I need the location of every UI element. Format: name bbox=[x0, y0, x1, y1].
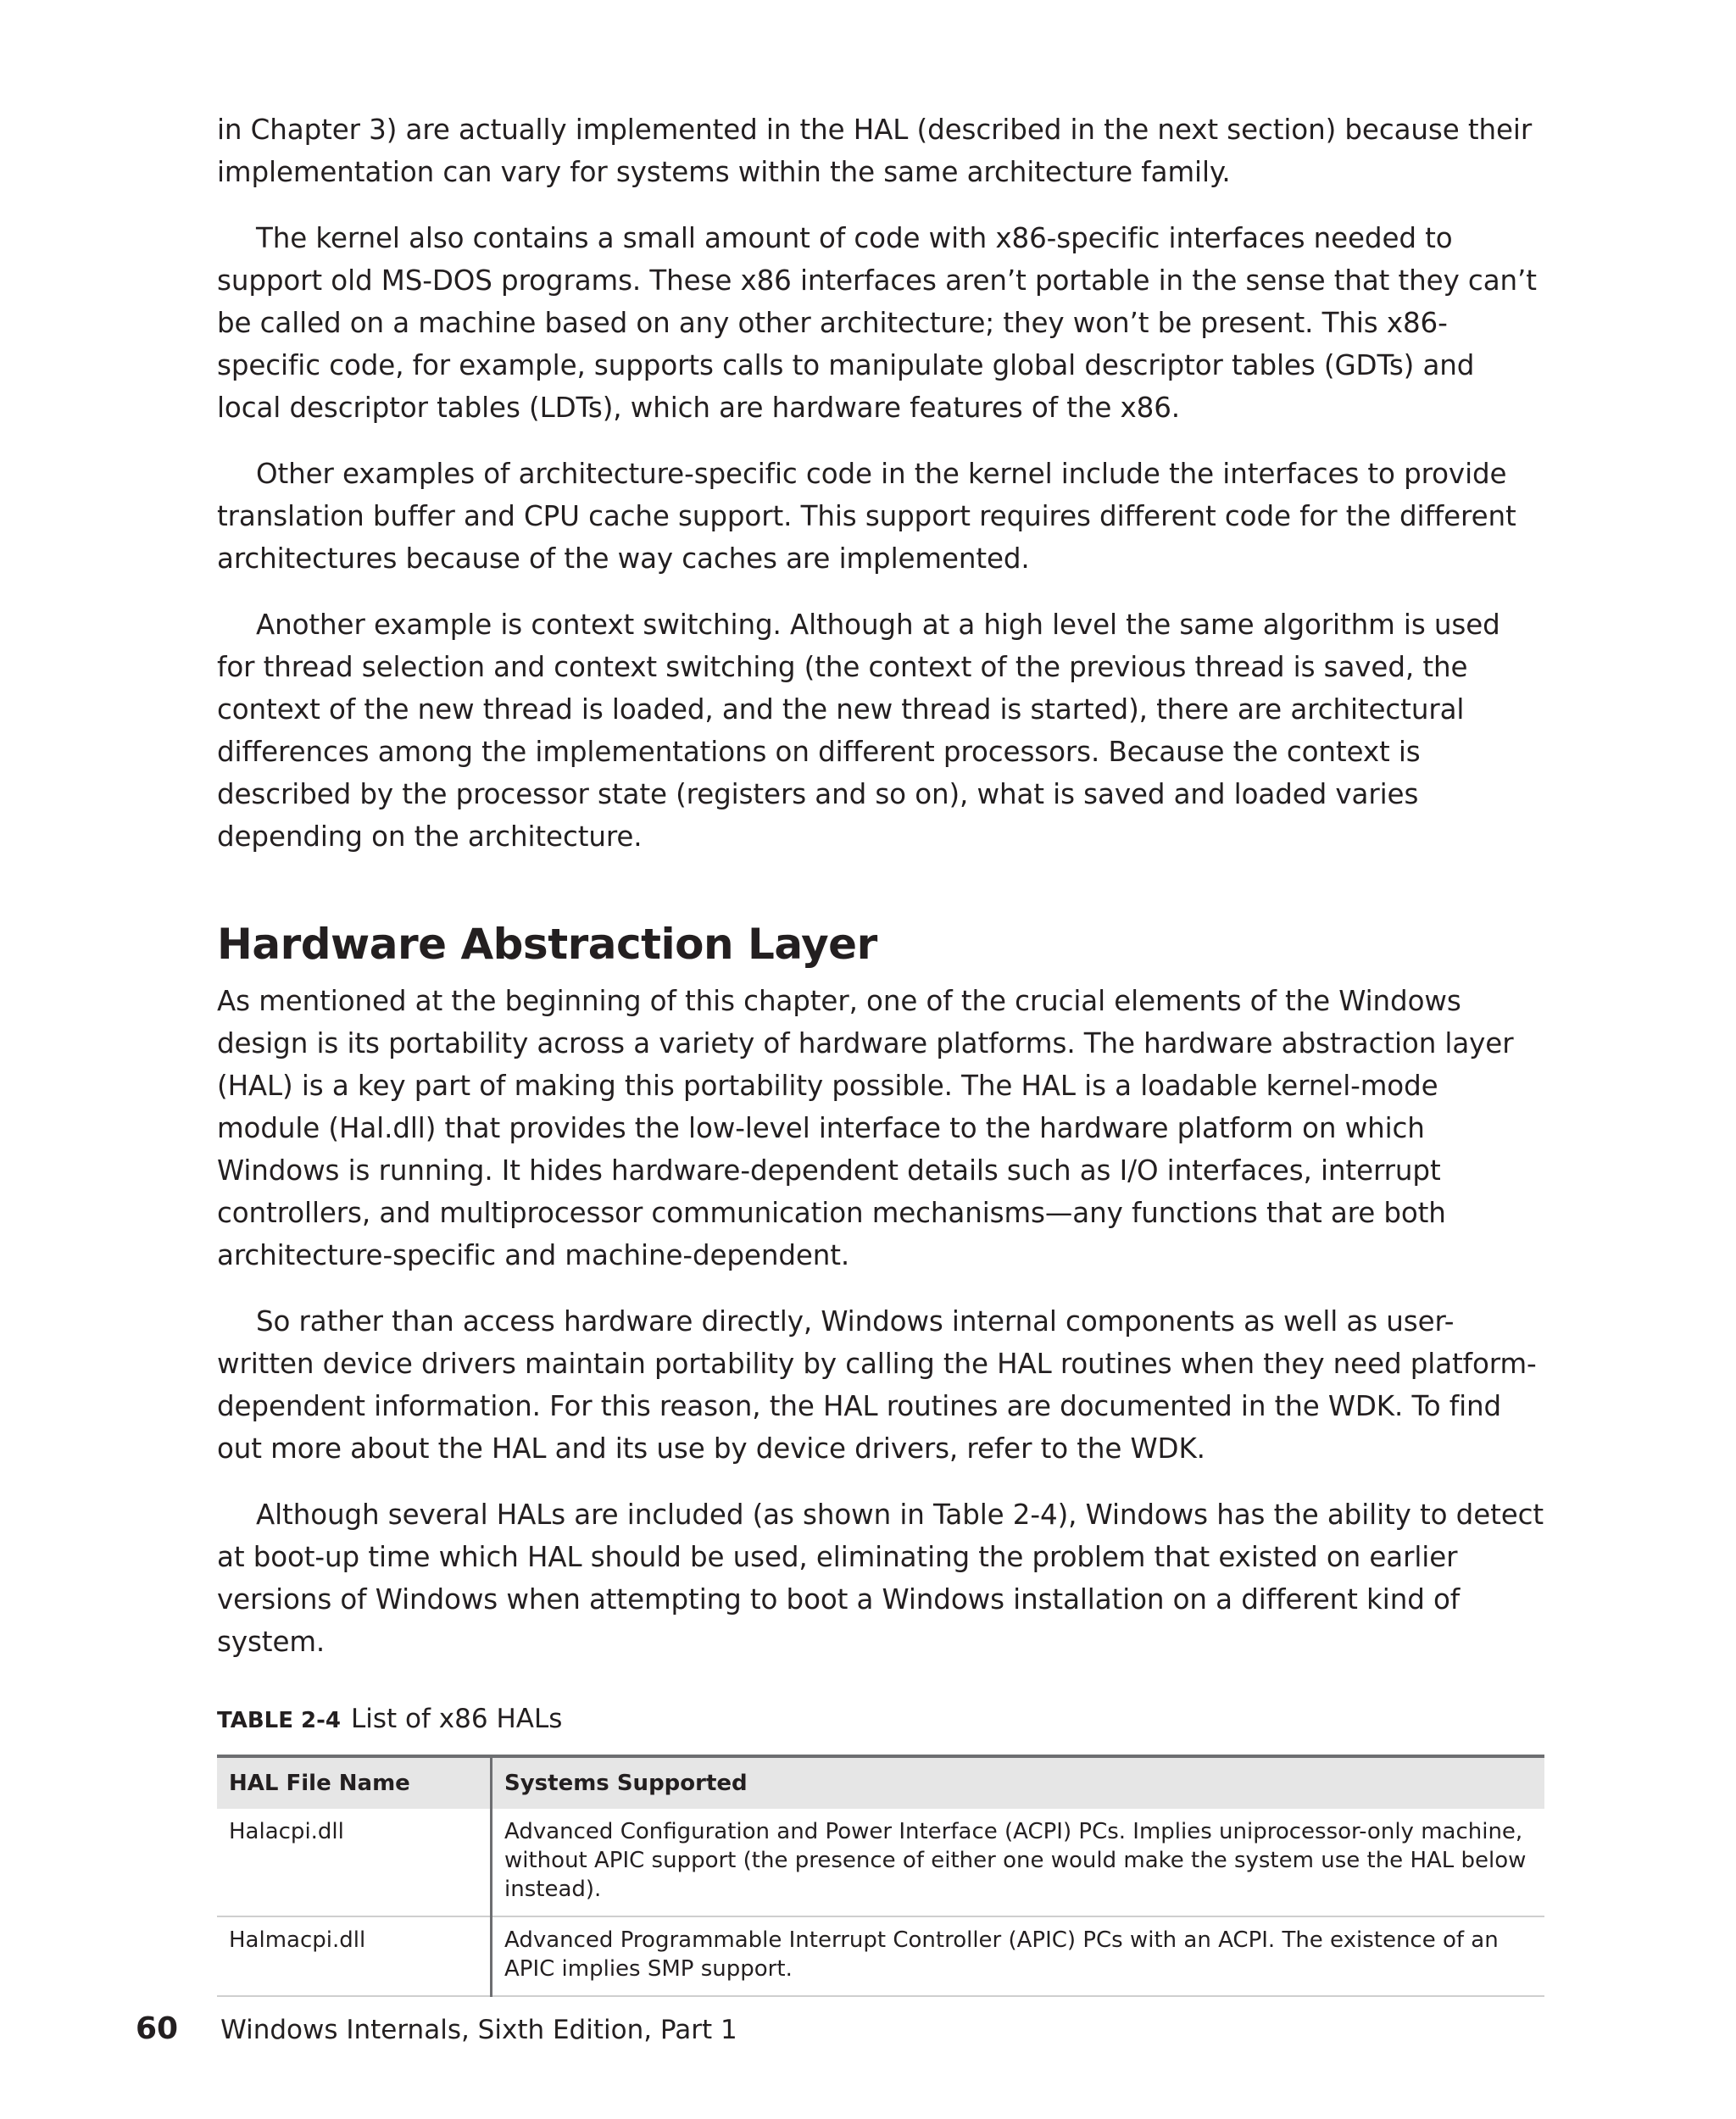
column-header-hal-file-name: HAL File Name bbox=[217, 1756, 492, 1809]
column-header-systems-supported: Systems Supported bbox=[492, 1756, 1545, 1809]
page-number: 60 bbox=[136, 2011, 179, 2046]
paragraph: As mentioned at the beginning of this chapter, one of the crucial elements of the Windows design is its portability across a variety of hardware platforms. The hardware abstraction layer (HAL) is a key part of making this portability possible. The HAL is a loadable kernel-mode module (Hal.dll) that provides the low-level interface to the hardware platform on which Windows is running. It hides hardware-dependent details such as I/O interfaces, interrupt controllers, and multiprocessor communication mechanisms—any functions that are both architecture-specific and machine-dependent. bbox=[217, 985, 1514, 1271]
table-cell-file-name: Halacpi.dll bbox=[217, 1809, 492, 1916]
paragraph: Other examples of architecture-specific code in the kernel include the interfaces to provide translation buffer and CPU cache support. This support requires different code for the different architectures because of the way caches are implemented. bbox=[217, 458, 1516, 575]
table-cell-description: Advanced Programmable Interrupt Controller (APIC) PCs with an ACPI. The existence of an APIC implies SMP support. bbox=[492, 1916, 1545, 1996]
table-cell-file-name: Halmacpi.dll bbox=[217, 1916, 492, 1996]
page-content bbox=[217, 108, 1546, 1997]
table-cell-description: Advanced Configuration and Power Interface (ACPI) PCs. Implies uniprocessor-only machine, without APIC support (the presence of either one would make the system use the HAL below instead). bbox=[492, 1809, 1545, 1916]
table-header-row bbox=[217, 1756, 1544, 1809]
table-caption-label: TABLE 2-4 bbox=[217, 1708, 342, 1733]
paragraph: So rather than access hardware directly, Windows internal components as well as user-written device drivers maintain portability by calling the HAL routines when they need platform-dependent information. For this reason, the HAL routines are documented in the WDK. To find out more about the HAL and its use by device drivers, refer to the WDK. bbox=[217, 1305, 1537, 1465]
paragraph: The kernel also contains a small amount of code with x86-specific interfaces needed to support old MS-DOS programs. These x86 interfaces aren’t portable in the sense that they can’t be called on a machine based on any other architecture; they won’t be present. This x86-specific code, for example, supports calls to manipulate global descriptor tables (GDTs) and local descriptor tables (LDTs), which are hardware features of the x86. bbox=[217, 222, 1537, 424]
table-row bbox=[217, 1916, 1544, 1996]
hal-table bbox=[217, 1755, 1544, 1997]
page-footer bbox=[136, 2012, 737, 2047]
table-caption-text: List of x86 HALs bbox=[351, 1704, 563, 1734]
paragraph: in Chapter 3) are actually implemented in the HAL (described in the next section) because their implementation can vary for systems within the same architecture family. bbox=[217, 114, 1533, 188]
table-caption bbox=[217, 1702, 1546, 1738]
paragraph: Although several HALs are included (as shown in Table 2-4), Windows has the ability to detect at boot-up time which HAL should be used, eliminating the problem that existed on earlier versions of Windows when attempting to boot a Windows installation on a different kind of system. bbox=[217, 1499, 1544, 1658]
paragraph: Another example is context switching. Although at a high level the same algorithm is used for thread selection and context switching (the context of the previous thread is saved, the context of the new thread is loaded, and the new thread is started), there are architectural differences among the implementations on different processors. Because the context is described by the processor state (registers and so on), what is saved and loaded varies depending on the architecture. bbox=[217, 609, 1500, 853]
section-heading: Hardware Abstraction Layer bbox=[217, 920, 877, 969]
table-row bbox=[217, 1809, 1544, 1916]
book-title: Windows Internals, Sixth Edition, Part 1 bbox=[220, 2015, 737, 2045]
